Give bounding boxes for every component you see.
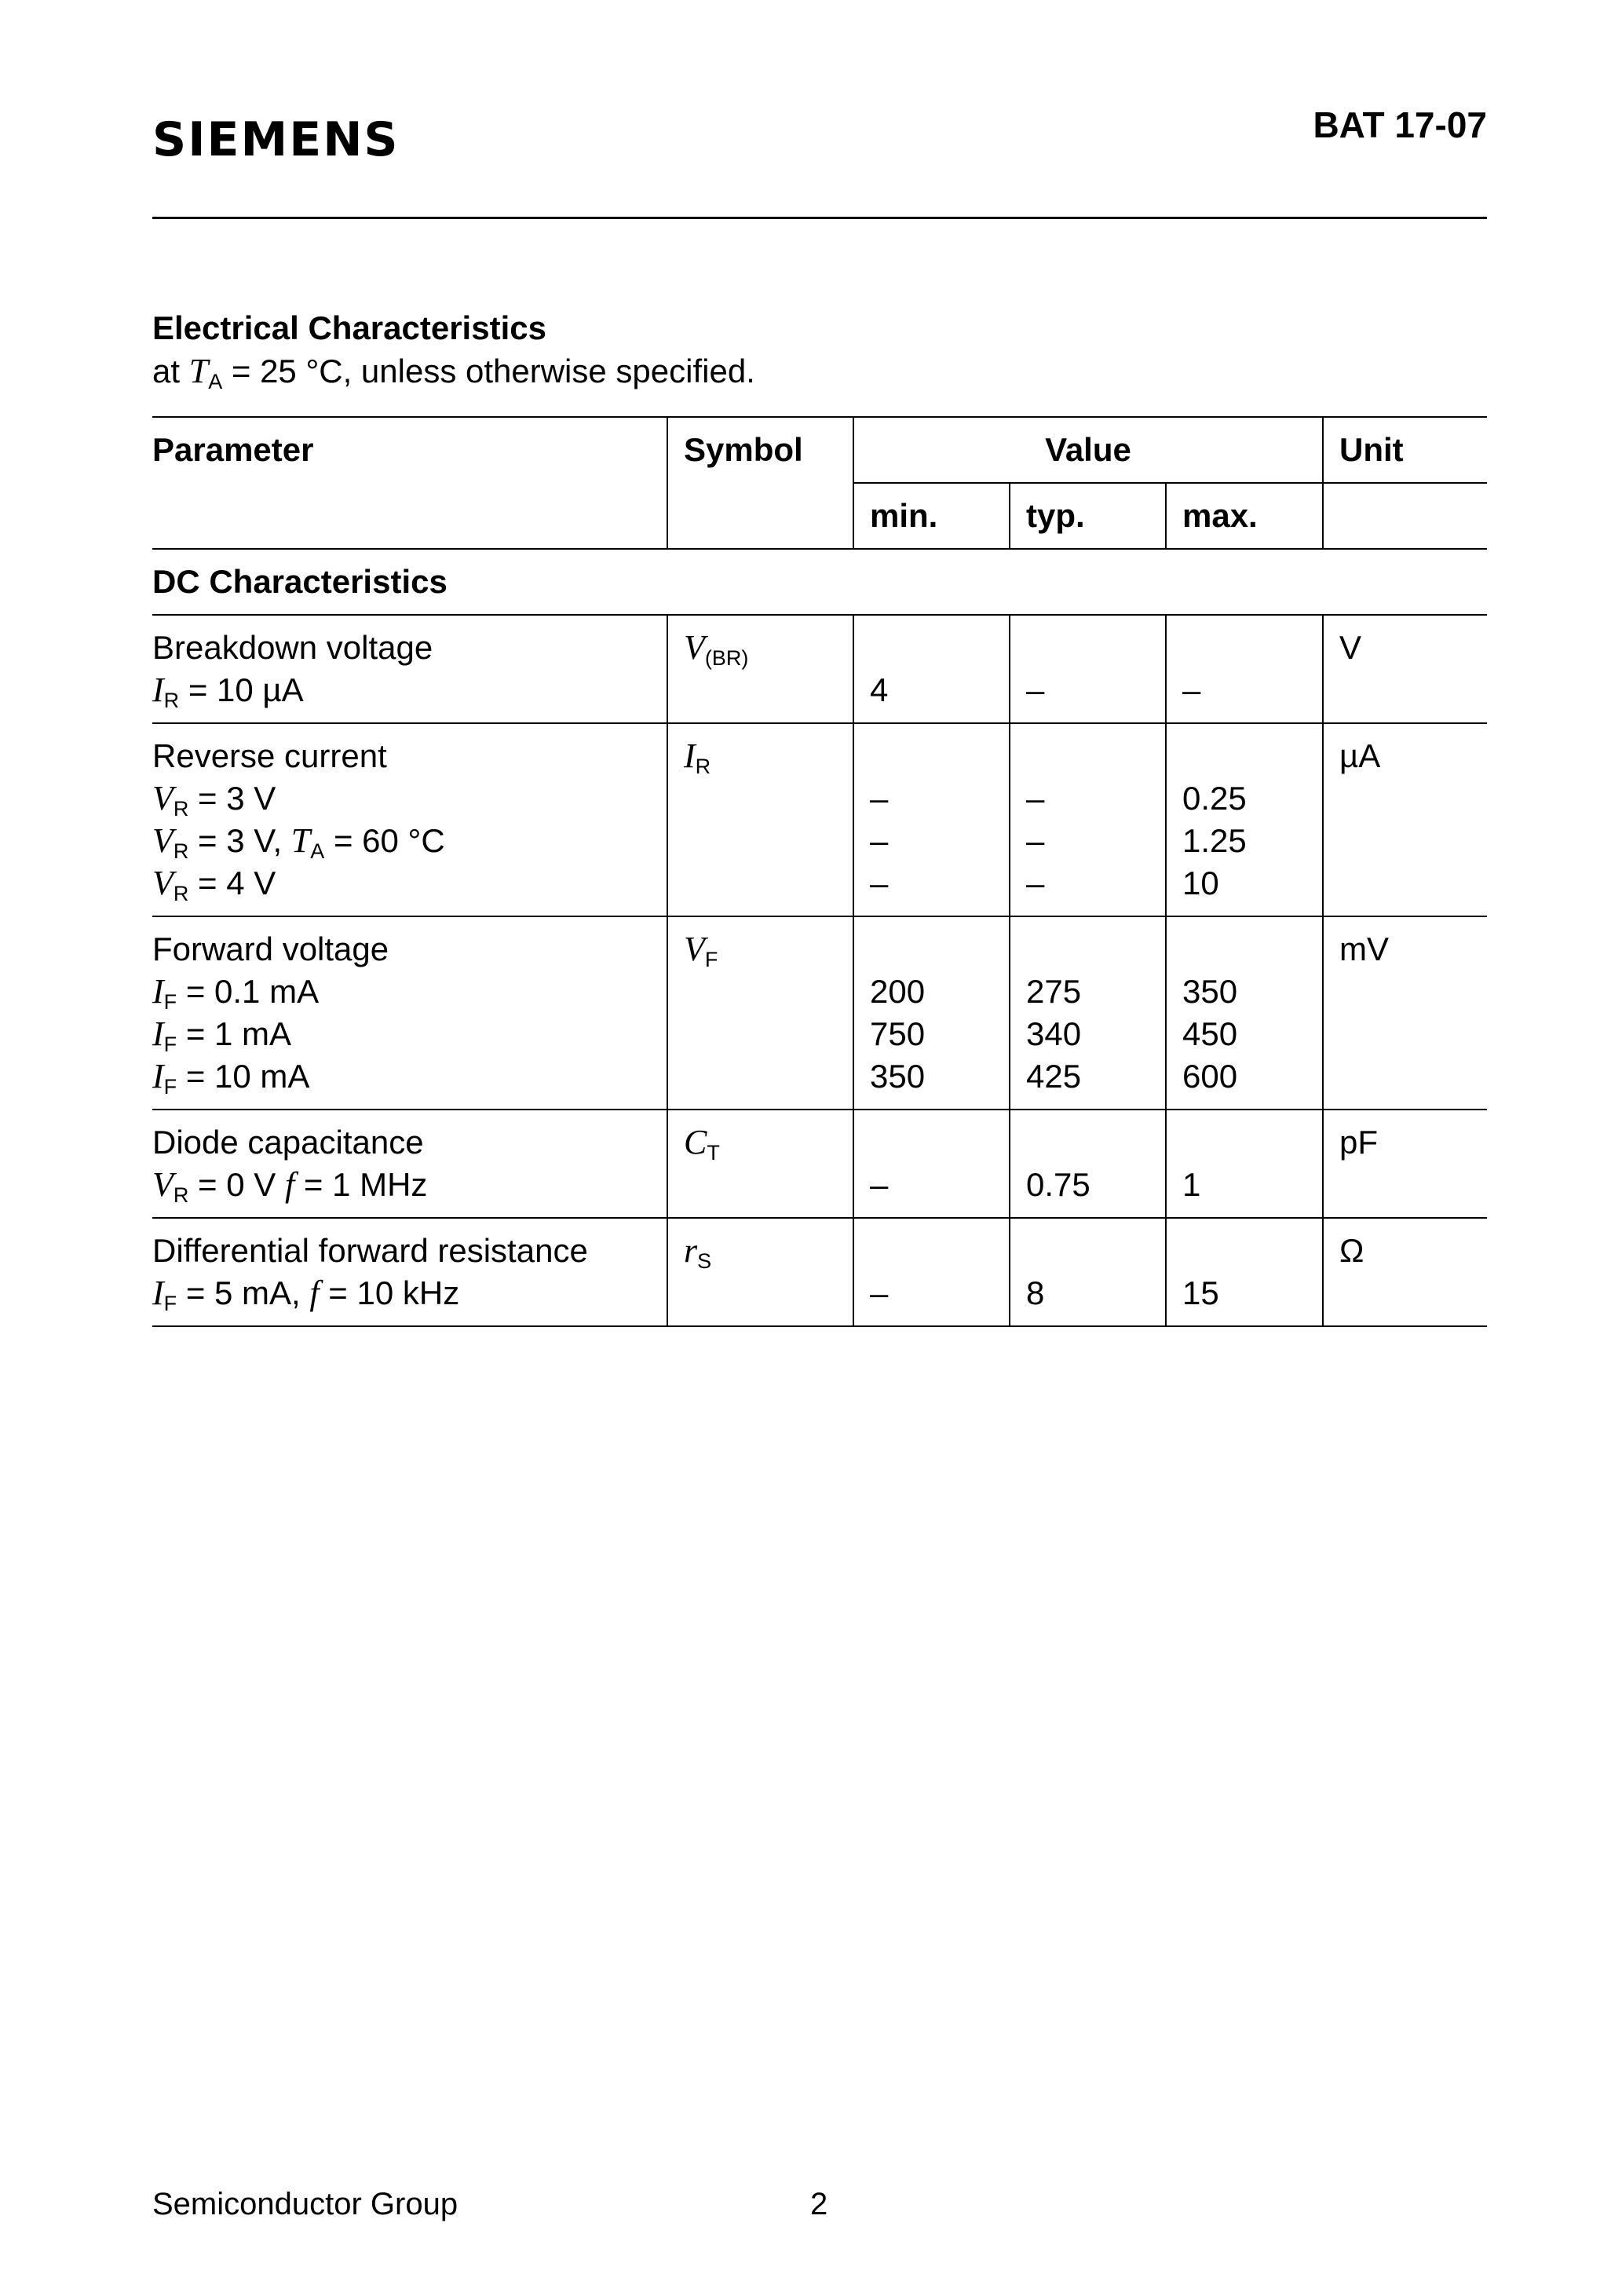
table-row — [152, 723, 1487, 916]
param-cell — [152, 615, 667, 723]
symbol-cell: $V_{(BR)}$ — [667, 615, 853, 723]
max-value: 1 — [1182, 1166, 1201, 1203]
siemens-logo: SIEMENS — [152, 112, 400, 167]
page-number: 2 — [810, 2187, 828, 2221]
param-label: Differential forward resistance — [152, 1232, 588, 1269]
min-cell — [853, 1218, 1010, 1326]
unit-cell: mV — [1323, 916, 1487, 1110]
param-cell — [152, 1218, 667, 1326]
table-row — [152, 615, 1487, 723]
max-value: 15 — [1182, 1274, 1219, 1311]
typ-value: 275 — [1026, 973, 1082, 1010]
max-value: – — [1182, 671, 1201, 708]
param-cell — [152, 1110, 667, 1218]
param-condition: $V_R = 4$ V — [152, 864, 276, 905]
typ-value: – — [1026, 780, 1045, 817]
table-row — [152, 1110, 1487, 1218]
min-value: – — [870, 865, 889, 901]
max-value: 1.25 — [1182, 822, 1247, 859]
min-value: 4 — [870, 671, 889, 708]
typ-cell — [1010, 723, 1166, 916]
electrical-characteristics-table — [152, 416, 1487, 1327]
typ-value: 340 — [1026, 1015, 1082, 1052]
min-value: 350 — [870, 1058, 926, 1095]
min-value: 750 — [870, 1015, 926, 1052]
header-typ: typ. — [1010, 483, 1166, 549]
max-cell — [1166, 916, 1323, 1110]
param-cell — [152, 723, 667, 916]
typ-value: – — [1026, 865, 1045, 901]
typ-value: – — [1026, 822, 1045, 859]
param-condition: $I_F = 0.1$ mA — [152, 972, 320, 1014]
section-title: Electrical Characteristics — [152, 309, 546, 346]
unit-cell: µA — [1323, 723, 1487, 916]
typ-value: 425 — [1026, 1058, 1082, 1095]
table-row — [152, 916, 1487, 1110]
param-cell — [152, 916, 667, 1110]
param-condition: $I_F = 1$ mA — [152, 1015, 292, 1056]
min-cell — [853, 723, 1010, 916]
header-divider — [152, 217, 1487, 219]
typ-value: 8 — [1026, 1274, 1045, 1311]
symbol-cell: $I_R$ — [667, 723, 853, 916]
table-header-row — [152, 417, 1487, 483]
typ-value: 0.75 — [1026, 1166, 1090, 1203]
min-value: – — [870, 822, 889, 859]
typ-cell — [1010, 615, 1166, 723]
symbol-cell: $V_F$ — [667, 916, 853, 1110]
min-cell — [853, 916, 1010, 1110]
param-condition: $I_F = 10$ mA — [152, 1057, 310, 1099]
header-parameter: Parameter — [152, 431, 314, 468]
max-value: 600 — [1182, 1058, 1238, 1095]
min-cell — [853, 1110, 1010, 1218]
min-cell — [853, 615, 1010, 723]
header-value: Value — [853, 417, 1323, 483]
typ-cell — [1010, 916, 1166, 1110]
max-value: 450 — [1182, 1015, 1238, 1052]
param-condition: $V_R = 3$ V — [152, 779, 276, 821]
max-value: 0.25 — [1182, 780, 1247, 817]
max-value: 350 — [1182, 973, 1238, 1010]
header-unit-blank — [1323, 483, 1487, 549]
typ-value: – — [1026, 671, 1045, 708]
param-label: Reverse current — [152, 737, 387, 774]
header-min: min. — [853, 483, 1010, 549]
unit-cell: V — [1323, 615, 1487, 723]
table-row — [152, 1218, 1487, 1326]
section-subtitle: at $T_A = 25$ °C, unless otherwise specified. — [152, 352, 755, 393]
typ-cell — [1010, 1218, 1166, 1326]
param-condition: $V_R = 0$ V f = 1 MHz — [152, 1165, 428, 1207]
footer-company: Semiconductor Group — [152, 2187, 458, 2221]
header-max: max. — [1166, 483, 1323, 549]
unit-cell: Ω — [1323, 1218, 1487, 1326]
param-label: Diode capacitance — [152, 1124, 424, 1161]
symbol-cell: $r_S$ — [667, 1218, 853, 1326]
header-unit: Unit — [1323, 417, 1487, 483]
max-value: 10 — [1182, 865, 1219, 901]
max-cell — [1166, 723, 1323, 916]
min-value: – — [870, 1166, 889, 1203]
max-cell — [1166, 1110, 1323, 1218]
max-cell — [1166, 1218, 1323, 1326]
typ-cell — [1010, 1110, 1166, 1218]
header-symbol: Symbol — [667, 417, 853, 549]
max-cell — [1166, 615, 1323, 723]
min-value: – — [870, 1274, 889, 1311]
param-label: Forward voltage — [152, 930, 389, 967]
unit-cell: pF — [1323, 1110, 1487, 1218]
symbol-cell: $C_T$ — [667, 1110, 853, 1218]
table-body — [152, 615, 1487, 1326]
param-condition: $I_R = 10$ µA — [152, 671, 304, 712]
min-value: 200 — [870, 973, 926, 1010]
group-row — [152, 549, 1487, 615]
param-condition: $V_R = 3$ V, $T_A = 60$ °C — [152, 821, 445, 863]
param-label: Breakdown voltage — [152, 629, 433, 666]
group-label: DC Characteristics — [152, 563, 448, 600]
part-number: BAT 17-07 — [1313, 104, 1487, 145]
param-condition: $I_F = 5$ mA, f = 10 kHz — [152, 1274, 460, 1315]
min-value: – — [870, 780, 889, 817]
